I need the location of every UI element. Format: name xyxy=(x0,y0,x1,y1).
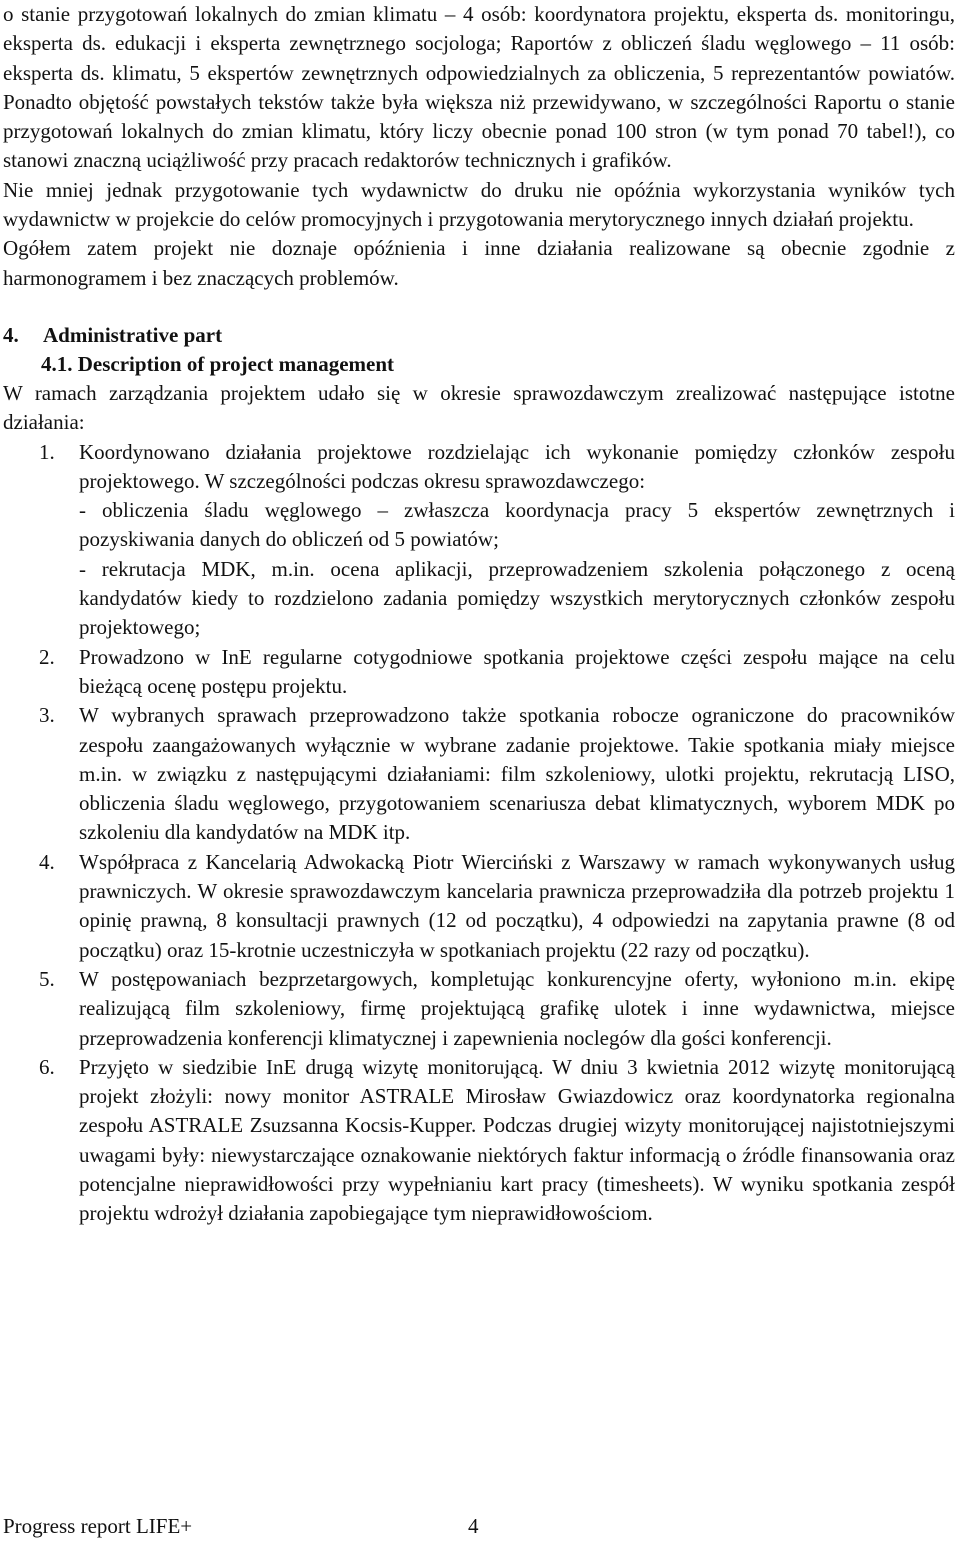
intro-paragraph-1: o stanie przygotowań lokalnych do zmian klimatu – 4 osób: koordynatora projektu, eksperta ds. monitoringu, eksperta ds. edukacji i eksperta zewnętrznego socjologa; Raportów z obliczeń śladu węglowego – 11 osób: eksperta ds. klimatu, 5 ekspertów zewnętrznych odpowiedzialnych za obliczenia, 5 reprezentantów powiatów. Ponadto objętość powstałych tekstów także była większa niż przewidywano, w szczególności Raportu o stanie przygotowań lokalnych do zmian klimatu, który liczy obecnie ponad 100 stron (w tym ponad 70 tabel!), co stanowi znaczną uciążliwość przy pracach redaktorów technicznych i grafików. xyxy=(3,2,955,173)
list-item-text: Współpraca z Kancelarią Adwokacką Piotr Wierciński z Warszawy w ramach wykonywanych usług prawniczych. W okresie sprawozdawczym kancelaria prawnicza przeprowadziła dla potrzeb projektu 1 opinię prawną, 8 konsultacji prawnych (12 od początku), 4 odpowiedzi na zapytania prawne (8 od początku) oraz 15-krotnie uczestniczyła w spotkaniach projektu (22 razy od początku). xyxy=(79,849,955,962)
list-item xyxy=(3,701,955,847)
list-item-text: W wybranych sprawach przeprowadzono także spotkania robocze ograniczone do pracowników zespołu zaangażowanych wyłącznie w wybrane zadanie projektowe. Takie spotkania miały miejsce m.in. w związku z następującymi działaniami: film szkoleniowy, ulotki projektu, rekrutacją LISO, obliczenia śladu węglowego, przygotowaniem scenariusza debat klimatycznych, wyborem MDK po szkoleniu dla kandydatów na MDK itp. xyxy=(79,703,955,845)
section-lead: W ramach zarządzania projektem udało się w okresie sprawozdawczym zrealizować następujące istotne działania: xyxy=(3,380,955,435)
subsection-heading: 4.1. Description of project management xyxy=(41,351,395,376)
list-subitem: - obliczenia śladu węglowego – zwłaszcza koordynacja pracy 5 ekspertów zewnętrznych i pozyskiwania danych do obliczeń od 5 powiatów; xyxy=(79,498,955,552)
intro-paragraph-2: Nie mniej jednak przygotowanie tych wydawnictw do druku nie opóźnia wykorzystania wyników tych wydawnictw w projekcie do celów promocyjnych i przygotowania merytorycznego innych działań projektu. xyxy=(3,177,955,232)
list-item xyxy=(3,643,955,702)
list-item-text: W postępowaniach bezprzetargowych, kompletując konkurencyjne oferty, wyłoniono m.in. ekipę realizującą film szkoleniowy, firmę projektującą grafikę ulotek i inne wydawnictwa, miejsce przeprowadzenia konferencji klimatycznej i zapewnienia noclegów dla gości konferencji. xyxy=(79,966,955,1050)
list-subitem: - rekrutacja MDK, m.in. ocena aplikacji, przeprowadzeniem szkolenia połączonego z oceną kandydatów kiedy to rozdzielono zadania pomiędzy wszystkich merytorycznych członków zespołu projektowego; xyxy=(79,556,955,640)
list-marker: 4. xyxy=(39,849,55,874)
list-marker: 5. xyxy=(39,966,55,991)
activities-list xyxy=(3,438,955,1229)
section-heading xyxy=(3,321,955,350)
list-item xyxy=(3,848,955,965)
list-item-body xyxy=(79,438,955,643)
document-page xyxy=(3,0,955,1229)
list-marker: 2. xyxy=(39,644,55,669)
intro-paragraph-3: Ogółem zatem projekt nie doznaje opóźnienia i inne działania realizowane są obecnie zgodnie z harmonogramem i bez znaczących problemów. xyxy=(3,236,955,290)
list-marker: 1. xyxy=(39,439,55,464)
list-item-text: Przyjęto w siedzibie InE drugą wizytę monitorującą. W dniu 3 kwietnia 2012 wizytę monitorującą projekt złożyli: nowy monitor ASTRALE Mirosław Gwiazdowicz oraz koordynatorka regionalna zespołu ASTRALE Zsuzsanna Kocsis-Kupper. Podczas drugiej wizyty monitorującej najistotniejszymi uwagami były: niewystarczające oznakowanie niektórych faktur informacją o źródle finansowania oraz potencjalne nieprawidłowości przy wypełnianiu kart pracy (timesheets). W wyniku spotkania zespół projektu wdrożył działania zapobiegające tym nieprawidłowościom. xyxy=(79,1054,955,1226)
section-number: 4. xyxy=(3,322,19,347)
list-item xyxy=(3,1053,955,1229)
list-item xyxy=(3,965,955,1053)
list-item-text: Koordynowano działania projektowe rozdzielając ich wykonanie pomiędzy członków zespołu projektowego. W szczególności podczas okresu sprawozdawczego: xyxy=(79,439,955,493)
page-number: 4 xyxy=(468,1514,479,1538)
section-title: Administrative part xyxy=(43,322,223,347)
page-footer xyxy=(3,1513,703,1539)
list-marker: 6. xyxy=(39,1054,55,1079)
list-item xyxy=(3,438,955,643)
list-marker: 3. xyxy=(39,703,55,728)
footer-label: Progress report LIFE+ xyxy=(3,1514,193,1538)
spacer xyxy=(3,293,955,321)
list-item-text: Prowadzono w InE regularne cotygodniowe spotkania projektowe części zespołu mające na celu bieżącą ocenę postępu projektu. xyxy=(79,644,955,698)
